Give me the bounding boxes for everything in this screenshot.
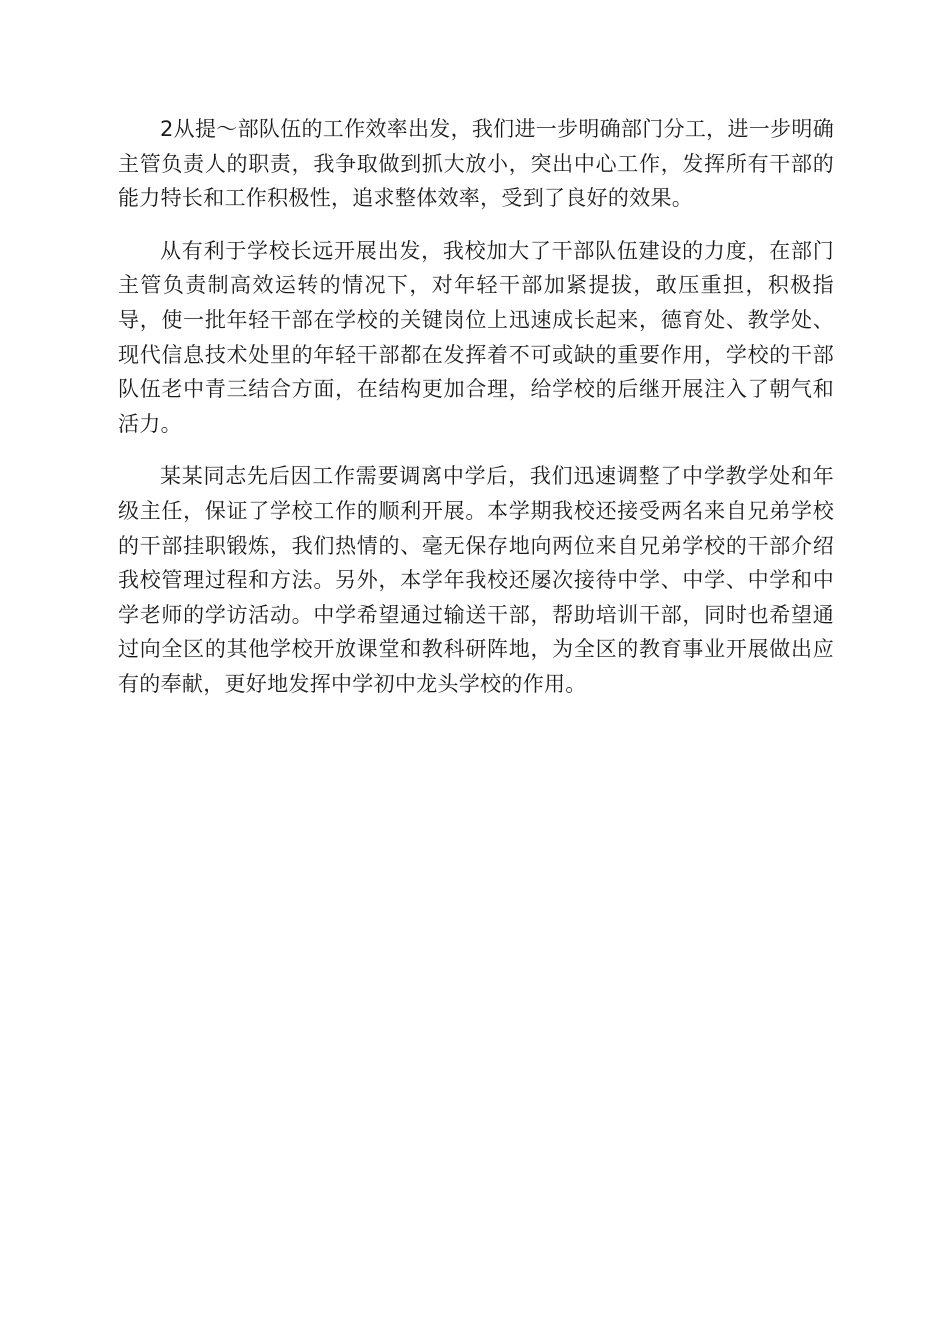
paragraph-3: 某某同志先后因工作需要调离中学后，我们迅速调整了中学教学处和年级主任，保证了学校工作的顺利开展。本学期我校还接受两名来自兄弟学校的干部挂职锻炼，我们热情的、毫无保存地向两位来自兄弟学校的干部介绍我校管理过程和方法。另外，本学年我校还屡次接待中学、中学、中学和中学老师的学访活动。中学希望通过输送干部，帮助培训干部，同时也希望通过向全区的其他学校开放课堂和教科研阵地，为全区的教育事业开展做出应有的奉献，更好地发挥中学初中龙头学校的作用。	[118, 464, 834, 696]
paragraph-2: 从有利于学校长远开展出发，我校加大了干部队伍建设的力度，在部门主管负责制高效运转的情况下，对年轻干部加紧提拔，敢压重担，积极指导，使一批年轻干部在学校的关键岗位上迅速成长起来，德育处、教学处、现代信息技术处里的年轻干部都在发挥着不可或缺的重要作用，学校的干部队伍老中青三结合方面，在结构更加合理，给学校的后继开展注入了朝气和活力。	[118, 238, 834, 436]
paragraph-1: 2从提～部队伍的工作效率出发，我们进一步明确部门分工，进一步明确主管负责人的职责，我争取做到抓大放小，突出中心工作，发挥所有干部的能力特长和工作积极性，追求整体效率，受到了良好的效果。	[118, 117, 834, 211]
document-body	[118, 112, 834, 720]
